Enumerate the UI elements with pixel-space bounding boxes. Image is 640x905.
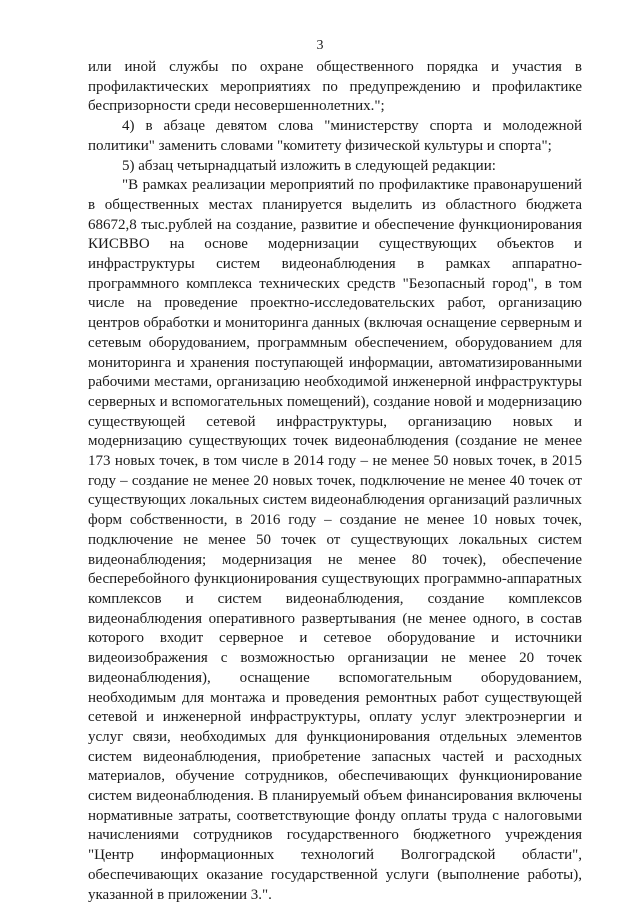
paragraph-item-4: 4) в абзаце девятом слова "министерству спорта и молодежной политики" заменить словами "комитету физической культуры и спорта";: [88, 118, 582, 154]
document-body: [88, 58, 582, 905]
page-number: 3: [316, 38, 324, 53]
paragraph-new-wording: "В рамках реализации мероприятий по профилактике правонарушений в общественных местах планируется выделить из областного бюджета 68672,8 тыс.рублей на создание, развитие и обеспечение функционирования КИСВВО на основе модернизации существующих объектов и инфраструктуры систем видеонаблюдения в рамках аппаратно-программного комплекса технических средств "Безопасный город", в том числе на проведение проектно-исследовательских работ, организацию центров обработки и мониторинга данных (включая оснащение серверным и сетевым оборудованием, программным обеспечением, оборудованием для мониторинга и хранения поступающей информации, автоматизированными рабочими местами, организацию необходимой инженерной инфраструктуры серверных и вспомогательных помещений), создание новой и модернизацию существующей сетевой инфраструктуры, организацию новых и модернизацию существующих точек видеонаблюдения (создание не менее 173 новых точек, в том числе в 2014 году – не менее 50 новых точек, в 2015 году – создание не менее 20 новых точек, подключение не менее 40 точек от существующих локальных систем видеонаблюдения организаций различных форм собственности, в 2016 году – создание не менее 10 новых точек, подключение не менее 50 точек от существующих локальных систем видеонаблюдения; модернизация не менее 80 точек), обеспечение бесперебойного функционирования существующих программно-аппаратных комплексов и систем видеонаблюдения, создание комплексов видеонаблюдения оперативного развертывания (не менее одного, в состав которого входит серверное и сетевое оборудование и источники видеоизображения с возможностью организации не менее 20 точек видеонаблюдения), оснащение вспомогательным оборудованием, необходимым для монтажа и проведения ремонтных работ существующей сетевой и инженерной инфраструктуры, оплату услуг электроэнергии и услуг связи, необходимых для функционирования отдельных элементов систем видеонаблюдения, приобретение запасных частей и расходных материалов, обучение сотрудников, обеспечивающих функционирование систем видеонаблюдения. В планируемый объем финансирования включены нормативные затраты, соответствующие фонду оплаты труда с налоговыми начислениями сотрудников государственного бюджетного учреждения "Центр информационных технологий Волгоградской области", обеспечивающих оказание государственной услуги (выполнение работы), указанной в приложении 3.".: [88, 177, 582, 903]
paragraph-continuation: или иной службы по охране общественного порядка и участия в профилактических мероприятиях по предупреждению и профилактике беспризорности среди несовершеннолетних.";: [88, 59, 582, 115]
paragraph-item-5: 5) абзац четырнадцатый изложить в следующей редакции:: [122, 157, 496, 174]
